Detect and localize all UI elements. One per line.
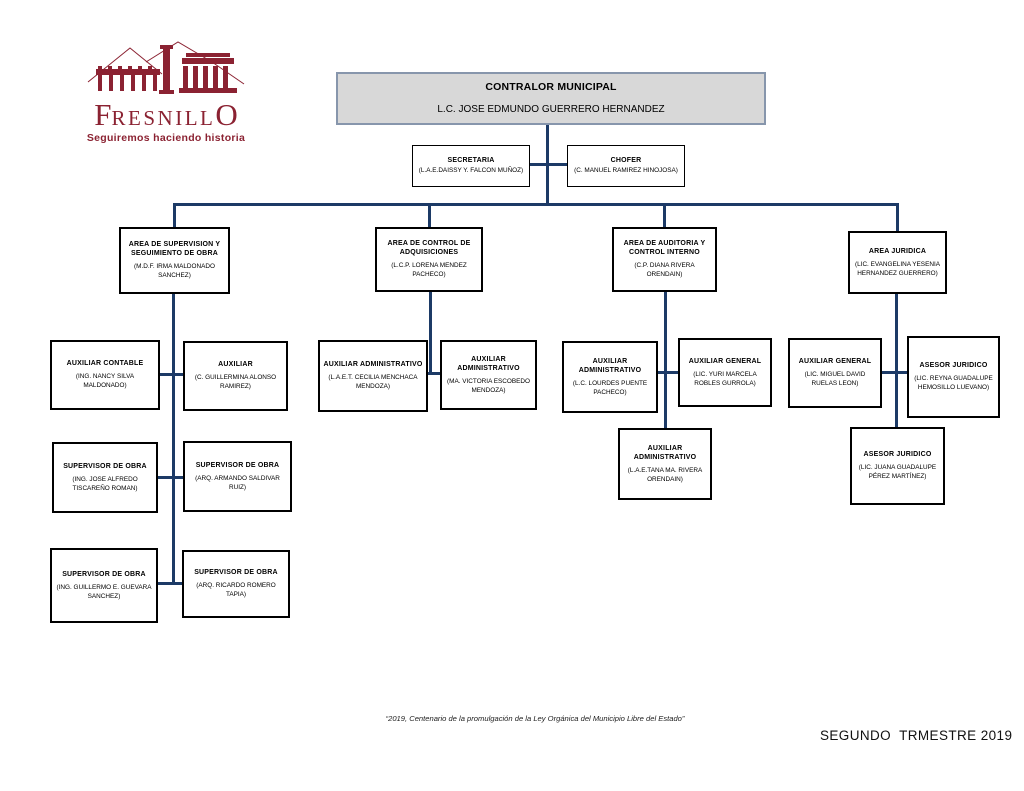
node-title: AUXILIAR ADMINISTRATIVO — [323, 361, 423, 369]
logo-wordmark: FRESNILLO — [94, 97, 238, 132]
node-title: SUPERVISOR DE OBRA — [195, 461, 280, 469]
org-node-secretaria — [412, 145, 530, 187]
node-person: (LIC. MIGUEL DAVID RUELAS LEON) — [804, 371, 866, 388]
node-person: (LIC. JUANA GUADALUPE PÉREZ MARTÍNEZ) — [858, 464, 937, 481]
logo-tagline: Seguiremos haciendo historia — [86, 132, 246, 144]
node-title: SUPERVISOR DE OBRA — [62, 570, 146, 578]
node-person: (L.C.P. LORENA MENDEZ PACHECO) — [391, 262, 467, 279]
org-node-aux-administrativo-lourdes — [562, 341, 658, 413]
org-node-area-juridica — [848, 231, 947, 294]
connector-adquisiciones-spine — [429, 292, 432, 374]
node-title: ASESOR JURIDICO — [919, 362, 988, 370]
org-node-supervisor-obra-ricardo — [182, 550, 290, 618]
org-node-supervisor-obra-jose — [52, 442, 158, 513]
node-person: (MA. VICTORIA ESCOBEDO MENDOZA) — [447, 377, 530, 394]
connector-juridica-spine — [895, 292, 898, 429]
node-person: (L.A.E.T. CECILIA MENCHACA MENDOZA) — [328, 374, 418, 391]
connector-supervision-spine — [172, 294, 175, 584]
org-node-supervisor-obra-armando — [183, 441, 292, 512]
connector-auditoria-spine — [664, 292, 667, 430]
node-title: ASESOR JURIDICO — [863, 451, 932, 459]
org-node-auxiliar-contable — [50, 340, 160, 410]
org-node-aux-administrativo-victoria — [440, 340, 537, 410]
connector-drop-supervision — [173, 203, 176, 230]
node-person: (L.A.E.TANA MA. RIVERA ORENDAIN) — [627, 466, 703, 483]
node-title: AUXILIAR GENERAL — [798, 358, 872, 366]
node-person: (C.P. DIANA RIVERA ORENDAIN) — [634, 262, 695, 279]
node-person: (ING. JOSE ALFREDO TISCAREÑO ROMAN) — [72, 475, 138, 492]
fresnillo-emblem-icon — [86, 36, 246, 98]
node-title: AUXILIAR ADMINISTRATIVO — [578, 357, 642, 374]
node-title: AUXILIAR GENERAL — [688, 357, 762, 365]
org-node-aux-administrativo-cecilia — [318, 340, 428, 412]
node-person: (ING. NANCY SILVA MALDONADO) — [75, 373, 135, 390]
connector-main-horizontal — [173, 203, 899, 206]
node-person: (LIC. YURI MARCELA ROBLES GURROLA) — [693, 370, 757, 387]
node-title: AUXILIAR — [218, 361, 253, 369]
fresnillo-logo — [60, 36, 272, 144]
org-node-asesor-juridico-reyna — [907, 336, 1000, 418]
node-title: SECRETARIA — [447, 157, 495, 165]
node-person: L.C. JOSE EDMUNDO GUERRERO HERNANDEZ — [437, 103, 665, 115]
org-node-chofer — [567, 145, 685, 187]
node-person: (ARQ. ARMANDO SALDIVAR RUIZ) — [195, 474, 280, 491]
node-title: SUPERVISOR DE OBRA — [63, 462, 147, 470]
node-title: AREA JURIDICA — [868, 247, 927, 255]
node-title: AREA DE CONTROL DE ADQUISICIONES — [387, 240, 471, 257]
org-node-aux-general-miguel — [788, 338, 882, 408]
org-node-aux-general-yuri — [678, 338, 772, 407]
org-node-auxiliar — [183, 341, 288, 411]
node-person: (LIC. REYNA GUADALUPE HEMOSILLO LUEVANO) — [914, 375, 993, 392]
node-person: (C. MANUEL RAMIREZ HINOJOSA) — [574, 167, 678, 175]
node-title: CONTRALOR MUNICIPAL — [485, 80, 617, 93]
node-person: (ING. GUILLERMO E. GUEVARA SANCHEZ) — [56, 583, 152, 600]
org-node-area-supervision — [119, 227, 230, 294]
node-person: (L.A.E.DAISSY Y. FALCON MUÑOZ) — [418, 167, 524, 175]
org-node-asesor-juridico-juana — [850, 427, 945, 505]
connector-supervision-row2 — [156, 476, 186, 479]
node-title: AUXILIAR ADMINISTRATIVO — [633, 444, 697, 461]
node-person: (C. GUILLERMINA ALONSO RAMIREZ) — [194, 374, 277, 391]
node-title: AUXILIAR CONTABLE — [66, 360, 144, 368]
org-node-area-adquisiciones — [375, 227, 483, 292]
org-node-contralor-municipal — [336, 72, 766, 125]
connector-drop-juridica — [896, 203, 899, 231]
node-title: CHOFER — [610, 157, 642, 165]
node-title: AUXILIAR ADMINISTRATIVO — [457, 355, 520, 372]
connector-drop-adquisiciones — [428, 203, 431, 230]
node-person: (L.C. LOURDES PUENTE PACHECO) — [572, 379, 648, 396]
node-title: SUPERVISOR DE OBRA — [194, 569, 278, 577]
footer-quote: “2019, Centenario de la promulgación de la Ley Orgánica del Municipio Libre del Estado” — [385, 714, 685, 723]
node-person: (M.D.F. IRMA MALDONADO SANCHEZ) — [134, 263, 215, 280]
connector-juridica-row — [880, 371, 910, 374]
node-title: AREA DE AUDITORIA Y CONTROL INTERNO — [623, 240, 706, 257]
connector-staff — [528, 163, 569, 166]
node-person: (LIC. EVANGELINA YESENIA HERNANDEZ GUERRERO) — [854, 260, 940, 277]
footer-period: SEGUNDO TRMESTRE 2019 — [820, 728, 1013, 743]
node-person: (ARQ. RICARDO ROMERO TAPIA) — [196, 582, 276, 599]
connector-drop-auditoria — [663, 203, 666, 230]
org-node-supervisor-obra-guillermo — [50, 548, 158, 623]
org-node-aux-administrativo-tana — [618, 428, 712, 500]
org-node-area-auditoria — [612, 227, 717, 292]
node-title: AREA DE SUPERVISION Y SEGUIMIENTO DE OBRA — [128, 241, 221, 258]
